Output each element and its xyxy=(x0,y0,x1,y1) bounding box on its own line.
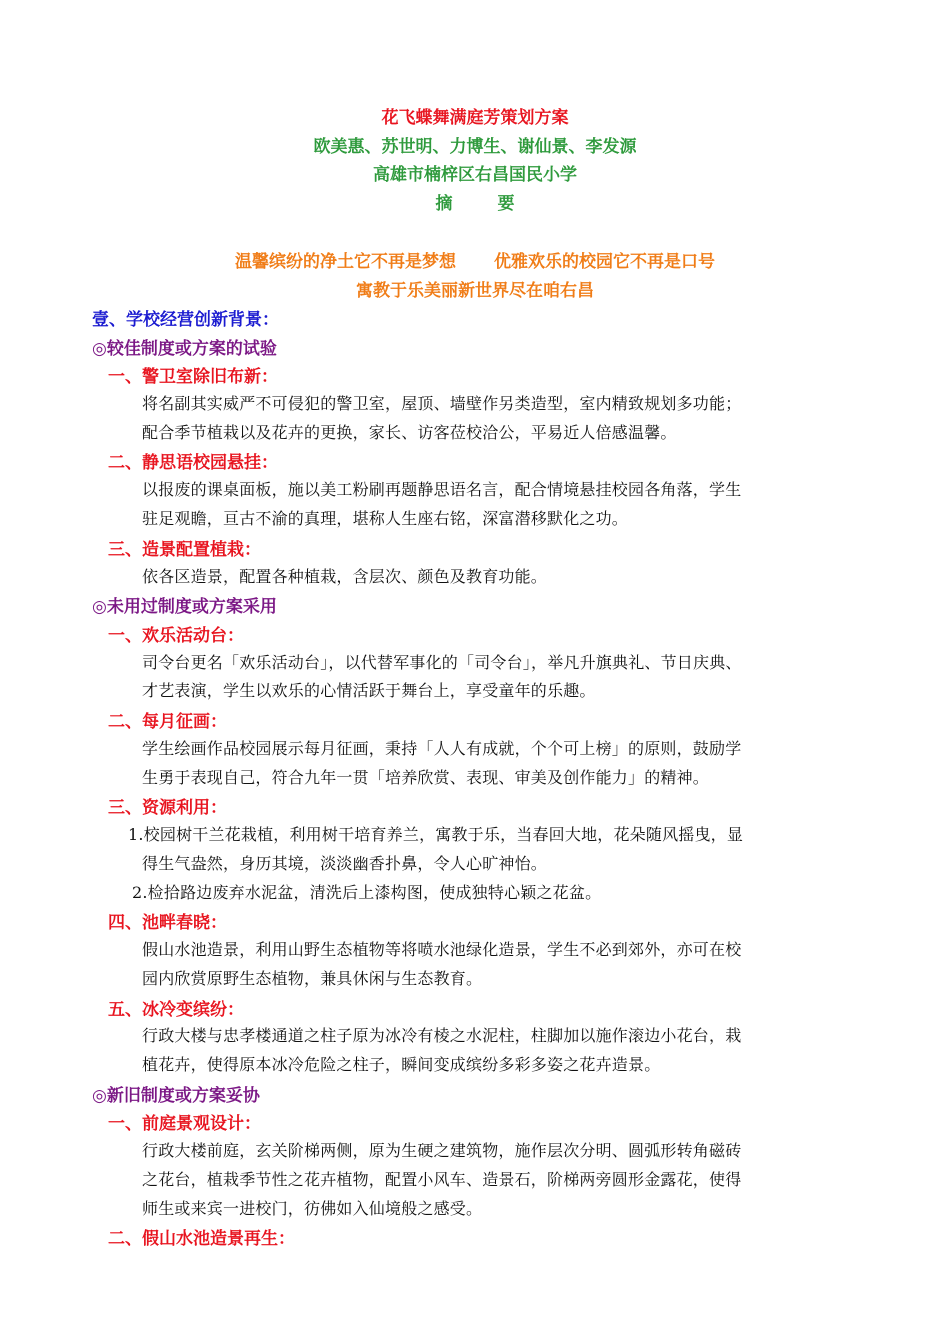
item-heading: 一、警卫室除旧布新： xyxy=(108,367,278,387)
section-heading: 壹、学校经营创新背景： xyxy=(92,310,279,330)
item-heading: 四、池畔春晓： xyxy=(108,913,227,933)
body-line: 才艺表演，学生以欢乐的心情活跃于舞台上，享受童年的乐趣。 xyxy=(142,681,596,700)
body-line: 假山水池造景，利用山野生态植物等将喷水池绿化造景，学生不必到郊外，亦可在校 xyxy=(142,940,742,959)
body-line: 生勇于表现自己，符合九年一贯「培养欣赏、表现、审美及创作能力」的精神。 xyxy=(142,768,710,787)
body-line: 依各区造景，配置各种植栽，含层次、颜色及教育功能。 xyxy=(142,567,548,586)
item-heading: 一、前庭景观设计： xyxy=(108,1114,261,1134)
school-name: 高雄市楠梓区右昌国民小学 xyxy=(373,165,577,185)
part-heading-2: ◎未用过制度或方案采用 xyxy=(92,597,277,617)
item-heading: 二、每月征画： xyxy=(108,712,227,732)
part-heading-3: ◎新旧制度或方案妥协 xyxy=(92,1086,260,1106)
body-line: 驻足观瞻，亘古不渝的真理，堪称人生座右铭，深富潜移默化之功。 xyxy=(142,509,629,528)
item-heading: 五、冰冷变缤纷： xyxy=(108,1000,244,1020)
item-heading: 一、欢乐活动台： xyxy=(108,626,244,646)
body-line: 将名副其实威严不可侵犯的警卫室，屋顶、墙壁作另类造型，室内精致规划多功能； xyxy=(142,394,742,413)
item-heading: 三、造景配置植栽： xyxy=(108,540,261,560)
slogan-line-2: 寓教于乐美丽新世界尽在咱右昌 xyxy=(356,281,594,301)
body-line: 之花台，植栽季节性之花卉植物，配置小风车、造景石，阶梯两旁圆形金露花，使得 xyxy=(142,1170,742,1189)
body-line: 司令台更名「欢乐活动台」，以代替军事化的「司令台」，举凡升旗典礼、节日庆典、 xyxy=(142,653,742,672)
body-line: 配合季节植栽以及花卉的更换，家长、访客莅校洽公，平易近人倍感温馨。 xyxy=(142,423,677,442)
slogan-line-1 xyxy=(0,247,950,272)
body-line: 以报废的课桌面板，施以美工粉刷再题静思语名言，配合情境悬挂校园各角落，学生 xyxy=(142,480,742,499)
item-heading: 三、资源利用： xyxy=(108,798,227,818)
abstract-label: 摘 要 xyxy=(435,194,529,214)
authors: 欧美惠、苏世明、力博生、谢仙景、李发源 xyxy=(313,137,637,157)
body-line: 得生气盎然，身历其境，淡淡幽香扑鼻，令人心旷神怡。 xyxy=(142,854,548,873)
part-heading-1: ◎较佳制度或方案的试验 xyxy=(92,339,277,359)
slogan-b: 优雅欢乐的校园它不再是口号 xyxy=(494,252,715,272)
item-heading: 二、假山水池造景再生： xyxy=(108,1229,295,1249)
body-line: 学生绘画作品校园展示每月征画，秉持「人人有成就，个个可上榜」的原则，鼓励学 xyxy=(142,739,742,758)
body-line: 1.校园树干兰花栽植，利用树干培育养兰，寓教于乐，当春回大地，花朵随风摇曳，显 xyxy=(128,825,744,844)
slogan-a: 温馨缤纷的净土它不再是梦想 xyxy=(235,252,456,272)
body-line: 植花卉，使得原本冰冷危险之柱子，瞬间变成缤纷多彩多姿之花卉造景。 xyxy=(142,1055,661,1074)
body-line: 行政大楼与忠孝楼通道之柱子原为冰冷有棱之水泥柱，柱脚加以施作滚边小花台，栽 xyxy=(142,1026,742,1045)
body-line: 师生或来宾一进校门，彷佛如入仙境般之感受。 xyxy=(142,1199,483,1218)
document-title: 花飞蝶舞满庭芳策划方案 xyxy=(381,108,569,128)
body-line: 行政大楼前庭，玄关阶梯两侧，原为生硬之建筑物，施作层次分明、圆弧形转角磁砖 xyxy=(142,1141,742,1160)
body-line: 2.检拾路边废弃水泥盆，清洗后上漆构图，使成独特心颖之花盆。 xyxy=(132,883,602,902)
body-line: 园内欣赏原野生态植物，兼具休闲与生态教育。 xyxy=(142,969,483,988)
item-heading: 二、静思语校园悬挂： xyxy=(108,453,278,473)
